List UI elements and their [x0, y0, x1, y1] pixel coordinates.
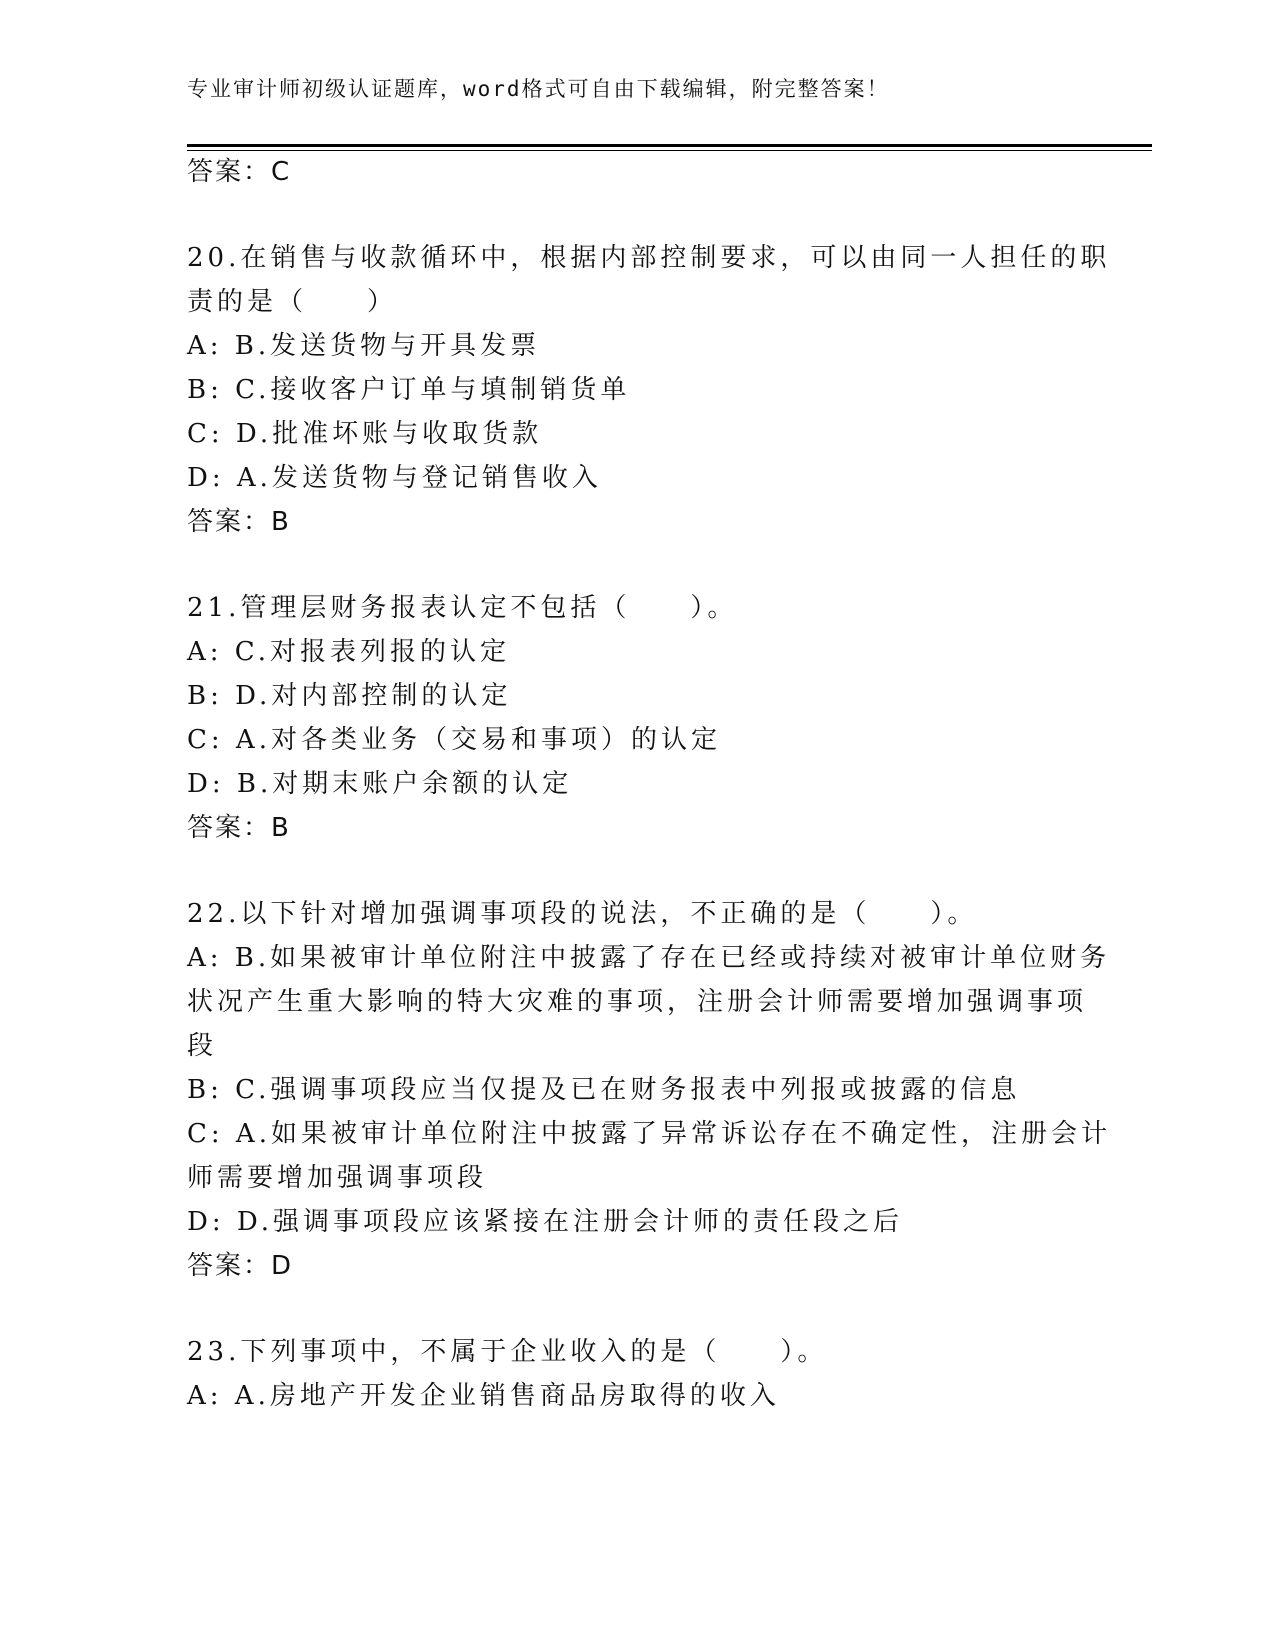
question-22-stem: 22.以下针对增加强调事项段的说法，不正确的是（ ）。	[187, 899, 978, 929]
header-rule-thick	[187, 144, 1152, 147]
question-21-option-b: B: D.对内部控制的认定	[187, 681, 512, 711]
question-23-option-a: A: A.房地产开发企业销售商品房取得的收入	[187, 1381, 780, 1411]
question-20-stem-line-2: 责的是（ ）	[187, 287, 398, 317]
answer-prev: 答案：C	[187, 157, 292, 187]
question-20-answer: 答案：B	[187, 507, 291, 537]
question-22-option-a-line-1: A: B.如果被审计单位附注中披露了存在已经或持续对被审计单位财务	[187, 943, 1111, 973]
question-21-option-d: D: B.对期末账户余额的认定	[187, 769, 573, 799]
question-20-stem-line-1: 20.在销售与收款循环中，根据内部控制要求，可以由同一人担任的职	[187, 243, 1111, 273]
question-20-option-a: A: B.发送货物与开具发票	[187, 331, 541, 361]
question-23-stem: 23.下列事项中，不属于企业收入的是（ ）。	[187, 1337, 828, 1367]
question-20-option-b: B: C.接收客户订单与填制销货单	[187, 375, 631, 405]
question-21-answer: 答案：B	[187, 813, 291, 843]
header-rule-thin	[187, 150, 1152, 151]
question-20-option-c: C: D.批准坏账与收取货款	[187, 419, 543, 449]
question-22-option-c-line-2: 师需要增加强调事项段	[187, 1163, 488, 1193]
question-22-option-a-line-3: 段	[187, 1031, 218, 1061]
question-22-option-b: B: C.强调事项段应当仅提及已在财务报表中列报或披露的信息	[187, 1075, 1021, 1105]
question-22-option-a-line-2: 状况产生重大影响的特大灾难的事项，注册会计师需要增加强调事项	[187, 987, 1088, 1017]
page-header: 专业审计师初级认证题库，word格式可自由下载编辑，附完整答案！	[187, 77, 890, 101]
question-22-option-c-line-1: C: A.如果被审计单位附注中披露了异常诉讼存在不确定性，注册会计	[187, 1119, 1111, 1149]
question-21-option-c: C: A.对各类业务（交易和事项）的认定	[187, 725, 721, 755]
question-21-stem: 21.管理层财务报表认定不包括（ ）。	[187, 593, 738, 623]
question-21-option-a: A: C.对报表列报的认定	[187, 637, 511, 667]
question-22-option-d: D: D.强调事项段应该紧接在注册会计师的责任段之后	[187, 1207, 904, 1237]
question-20-option-d: D: A.发送货物与登记销售收入	[187, 463, 602, 493]
question-22-answer: 答案：D	[187, 1251, 294, 1281]
